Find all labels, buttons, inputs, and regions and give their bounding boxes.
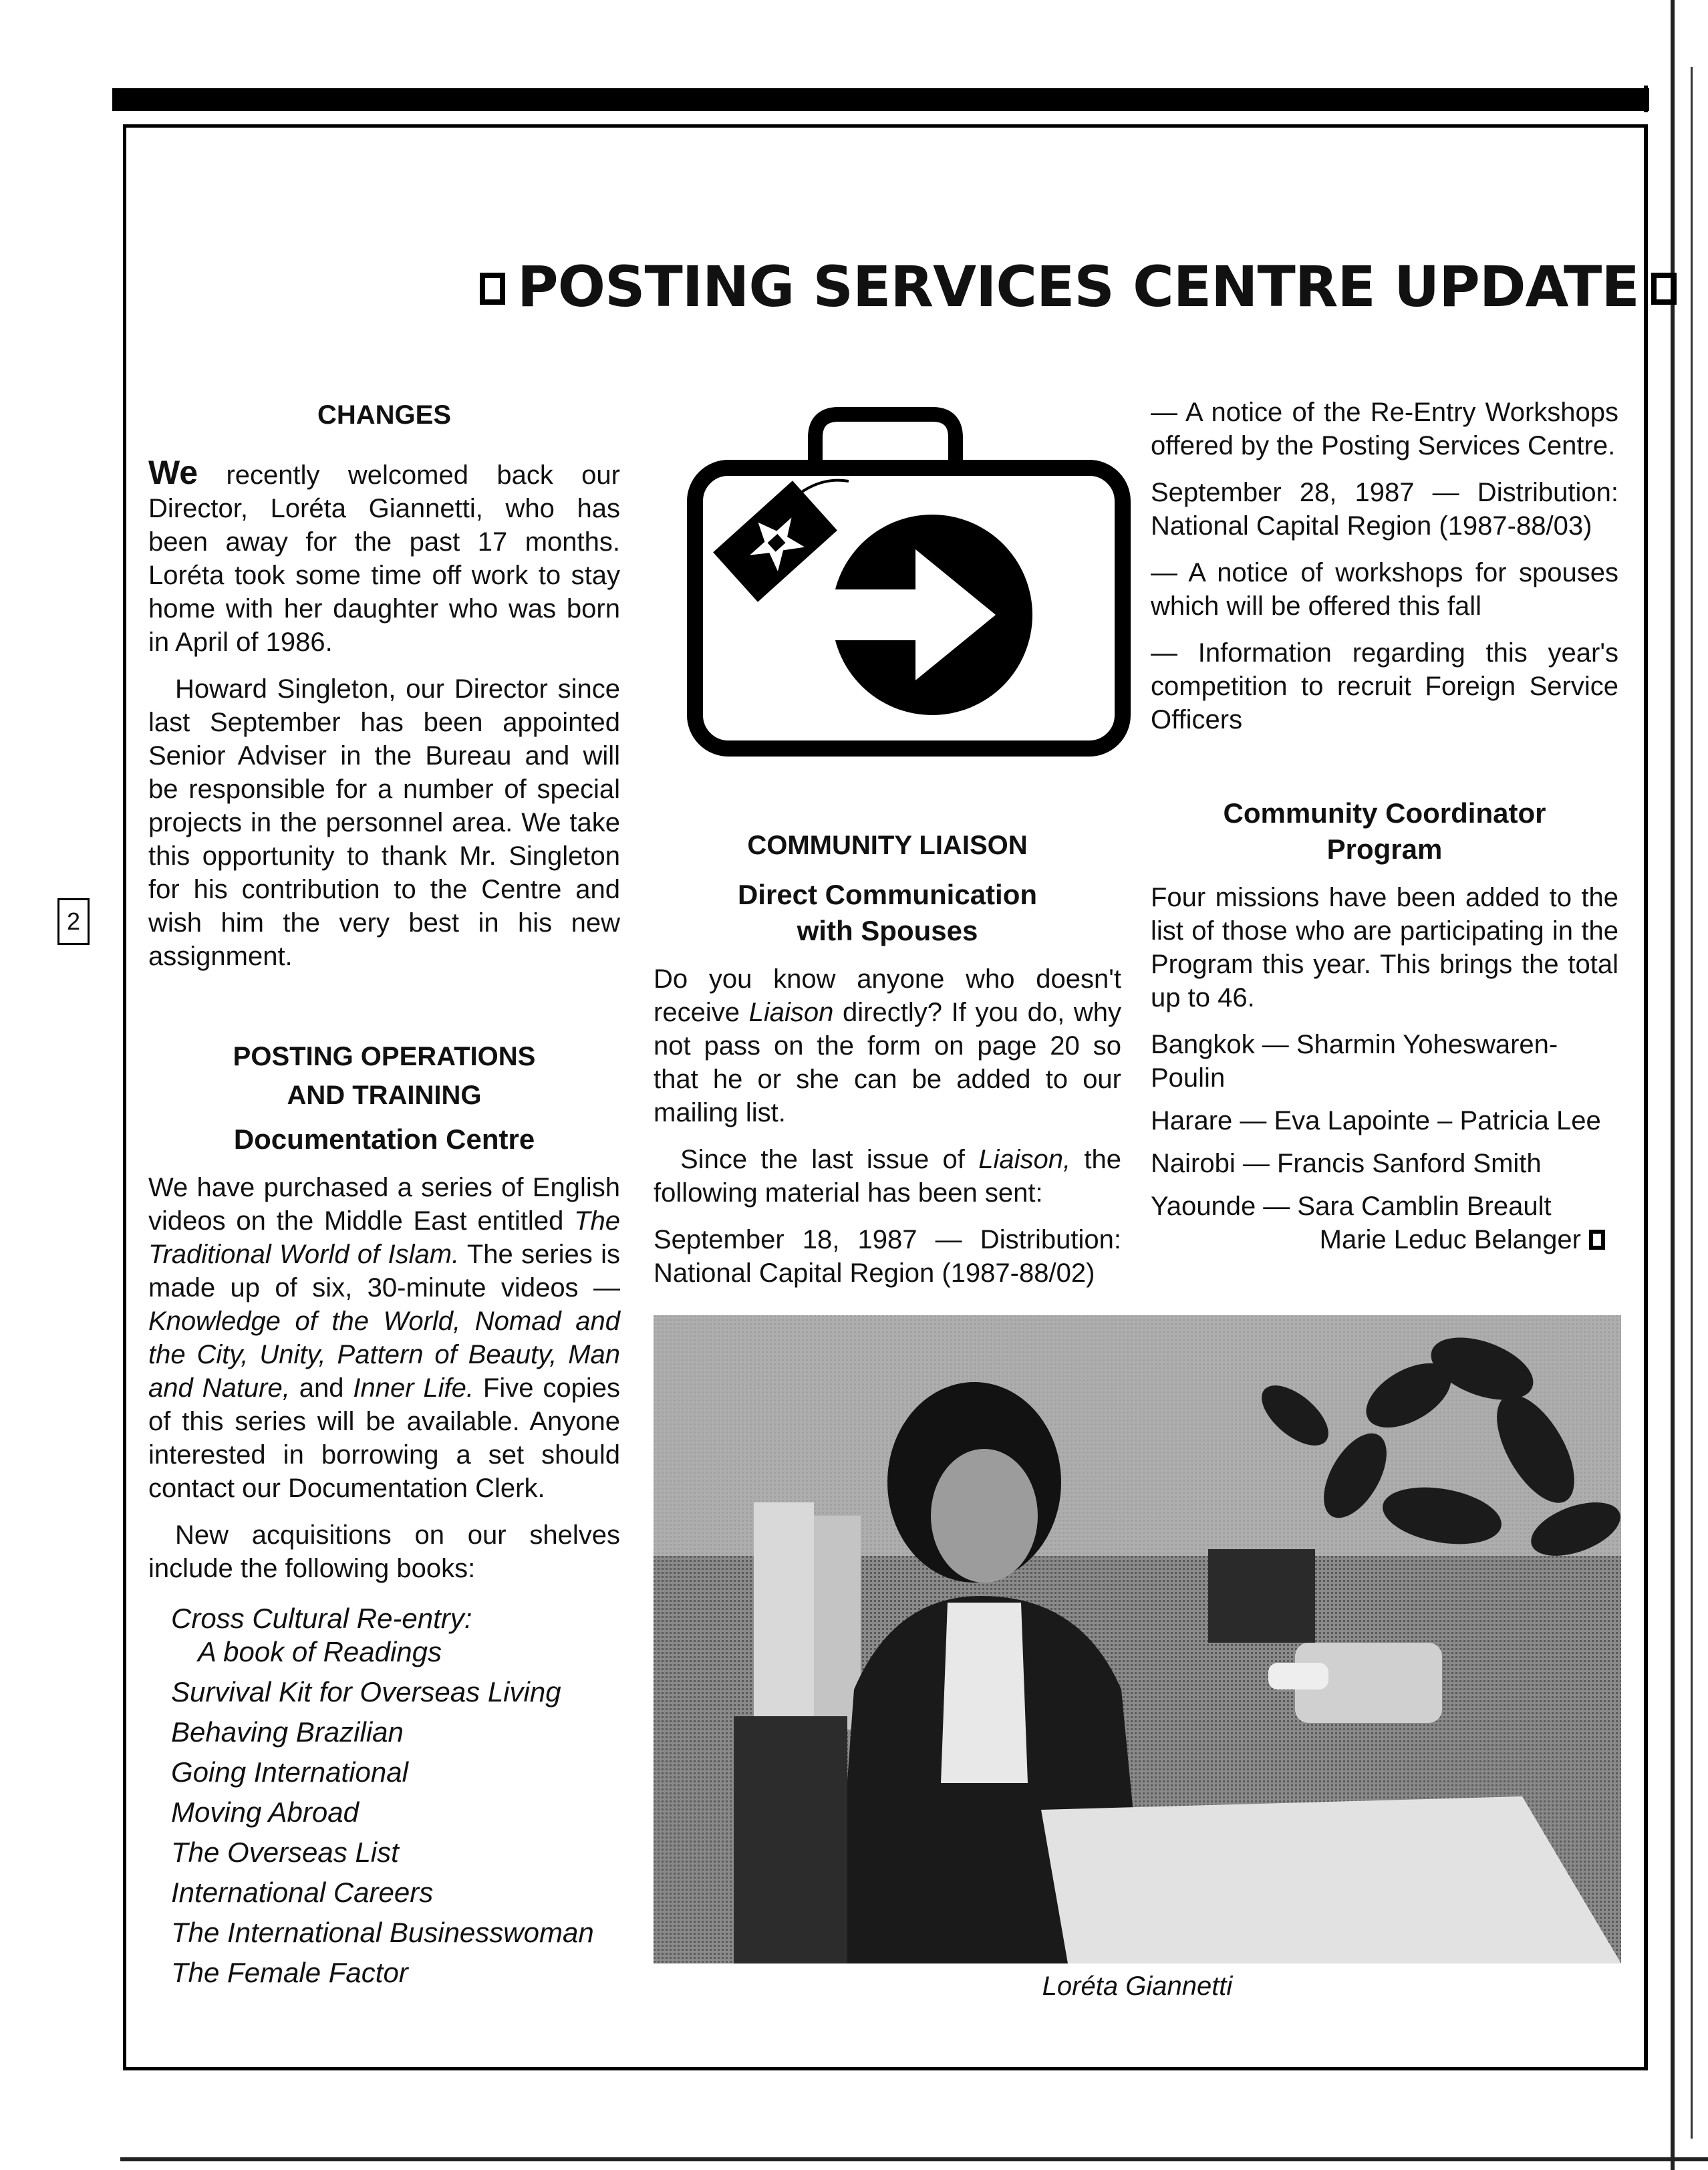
- suitcase-arrow-icon: [675, 401, 1143, 769]
- book-item: Behaving Brazilian: [171, 1716, 404, 1748]
- page-title: [468, 254, 1644, 319]
- posting-ops-heading-2: AND TRAINING: [287, 1081, 482, 1110]
- title-left-square-icon: [480, 273, 505, 305]
- community-liaison-heading: COMMUNITY LIAISON: [747, 831, 1028, 860]
- direct-communication-subheading-2: with Spouses: [797, 915, 978, 946]
- mission-item: Nairobi — Francis Sanford Smith: [1151, 1149, 1542, 1178]
- portrait-illustration: [654, 1315, 1621, 1963]
- end-mark-icon: [1589, 1230, 1605, 1250]
- changes-para-2: Howard Singleton, our Director since last September has been appointed Senior Adviser in the Bureau and will be responsible for a number of special projects in the personnel area. We take this opportunity to thank Mr. Singleton for his contribution to the Centre and wish him the very best in his new assignment.: [148, 674, 620, 971]
- changes-para-1: We recently welcomed back our Director, Loréta Giannetti, who has been away for the past 17 months. Loréta took some time off work to stay home with her daughter who was born in April of 1986.: [148, 454, 620, 657]
- book-item: Survival Kit for Overseas Living: [171, 1676, 561, 1708]
- re-entry-notice: — A notice of the Re-Entry Workshops offered by the Posting Services Centre.: [1151, 398, 1618, 460]
- distribution-1: September 18, 1987 — Distribution: National Capital Region (1987-88/02): [654, 1225, 1121, 1288]
- posting-ops-heading-1: POSTING OPERATIONS: [233, 1042, 536, 1071]
- photo-loreta-giannetti: [654, 1315, 1621, 1963]
- page-title-text: POSTING SERVICES CENTRE UPDATE: [517, 254, 1639, 319]
- liaison-para-1: Do you know anyone who doesn't receive Liaison directly? If you do, why not pass on the form on page 20 so that he or she can be added to our mailing list.: [654, 964, 1121, 1127]
- documentation-para-2: New acquisitions on our shelves include the following books:: [148, 1520, 620, 1583]
- scan-edge-2: [1691, 67, 1693, 2139]
- coordinator-heading-1: Community Coordinator: [1223, 797, 1546, 829]
- mission-item: Yaounde — Sara Camblin Breault: [1151, 1192, 1552, 1221]
- page-number: 2: [57, 898, 90, 945]
- top-rule-tick: [1644, 86, 1648, 112]
- book-item-continued: A book of Readings: [198, 1636, 442, 1667]
- book-item: International Careers: [171, 1877, 434, 1908]
- middle-column: [654, 826, 1121, 1303]
- book-item: Moving Abroad: [171, 1796, 359, 1828]
- scan-edge: [1671, 0, 1675, 2170]
- book-item: Cross Cultural Re-entry:: [171, 1603, 472, 1634]
- mission-item: Harare — Eva Lapointe – Patricia Lee: [1151, 1106, 1601, 1135]
- recruitment-info: — Information regarding this year's competition to recruit Foreign Service Officers: [1151, 638, 1618, 734]
- documentation-centre-subheading: Documentation Centre: [233, 1123, 535, 1155]
- drop-cap: We: [148, 454, 198, 491]
- liaison-para-2: Since the last issue of Liaison, the following material has been sent:: [654, 1145, 1122, 1208]
- photo-caption: Loréta Giannetti: [1042, 1972, 1233, 2001]
- coordinator-para: Four missions have been added to the list of those who are participating in the Program this year. This brings the total up to 46.: [1151, 883, 1618, 1012]
- book-item: The Female Factor: [171, 1957, 408, 1988]
- spouse-workshop-notice: — A notice of workshops for spouses which will be offered this fall: [1151, 558, 1618, 621]
- book-list: [148, 1599, 620, 1993]
- top-rule: [112, 88, 1649, 111]
- book-item: Going International: [171, 1756, 408, 1788]
- mission-item: Bangkok — Sharmin Yoheswaren-Poulin: [1151, 1030, 1558, 1093]
- scan-bottom-edge: [120, 2157, 1708, 2161]
- coordinator-heading-2: Program: [1326, 833, 1443, 865]
- book-item: The International Businesswoman: [171, 1917, 594, 1948]
- distribution-2: September 28, 1987 — Distribution: National Capital Region (1987-88/03): [1151, 478, 1618, 541]
- documentation-para-1: We have purchased a series of English videos on the Middle East entitled The Traditional World of Islam. The series is made up of six, 30-minute videos — Knowledge of the World, Nomad and the City, Unity, Pattern of Beauty, Man and Nature, and Inner Life. Five copies of this series will be available. Anyone interested in borrowing a set should contact our Documentation Clerk.: [148, 1173, 620, 1503]
- mission-item-continued: Marie Leduc Belanger: [1151, 1223, 1618, 1256]
- title-right-square-icon: [1651, 273, 1677, 305]
- book-item: The Overseas List: [171, 1837, 399, 1868]
- changes-heading: CHANGES: [317, 400, 452, 430]
- direct-communication-subheading-1: Direct Communication: [737, 879, 1038, 910]
- right-column: [1151, 396, 1618, 1256]
- left-column: [148, 396, 620, 1993]
